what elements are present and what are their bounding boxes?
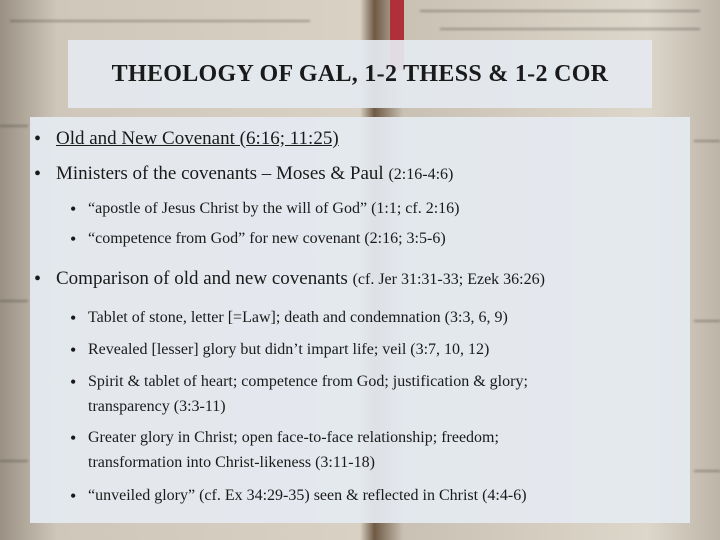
blurred-text-line xyxy=(0,460,28,462)
sub-bullet-text: “apostle of Jesus Christ by the will of God” (1:1; cf. 2:16) xyxy=(88,200,460,217)
bullet-text: Ministers of the covenants – Moses & Paul xyxy=(56,163,384,184)
blurred-text-line xyxy=(440,28,700,30)
sub-bullet-text: Tablet of stone, letter [=Law]; death and condemnation (3:3, 6, 9) xyxy=(88,309,508,326)
bullet-ministers xyxy=(30,162,690,187)
blurred-text-line xyxy=(694,470,720,472)
sub-bullet-text: “unveiled glory” (cf. Ex 34:29-35) seen & reflected in Christ (4:4-6) xyxy=(88,487,527,504)
blurred-text-line xyxy=(0,125,28,127)
sub-bullet-text: “competence from God” for new covenant (2:16; 3:5-6) xyxy=(88,230,446,247)
blurred-text-line xyxy=(10,20,310,22)
sub-bullet xyxy=(30,426,690,476)
sub-bullet xyxy=(30,306,690,330)
title-panel xyxy=(68,40,652,108)
sub-bullet-continuation: transparency (3:3-11) xyxy=(88,398,226,415)
bullet-old-new-covenant xyxy=(30,127,690,151)
sub-bullet xyxy=(30,338,690,362)
sub-bullet xyxy=(30,227,690,251)
bullet-reference: (cf. Jer 31:31-33; Ezek 36:26) xyxy=(352,271,545,288)
sub-bullet-continuation: transformation into Christ-likeness (3:11-18) xyxy=(88,454,375,471)
sub-bullet-text: Greater glory in Christ; open face-to-face relationship; freedom; xyxy=(88,429,499,446)
slide-title: THEOLOGY OF GAL, 1-2 THESS & 1-2 COR xyxy=(111,60,609,87)
blurred-text-line xyxy=(0,300,28,302)
sub-bullet-text: Revealed [lesser] glory but didn’t impart life; veil (3:7, 10, 12) xyxy=(88,341,490,358)
bullet-reference: (2:16-4:6) xyxy=(388,166,454,183)
content-panel xyxy=(30,117,690,523)
bullet-text: Comparison of old and new covenants xyxy=(56,268,348,289)
sub-bullet xyxy=(30,370,690,420)
sub-bullet xyxy=(30,197,690,221)
sublist-comparison xyxy=(30,306,690,508)
bullet-comparison xyxy=(30,267,690,292)
blurred-text-line xyxy=(420,10,700,12)
blurred-text-line xyxy=(694,320,720,322)
bullet-list xyxy=(30,127,690,508)
sub-bullet-text: Spirit & tablet of heart; competence from God; justification & glory; xyxy=(88,373,528,390)
bullet-text: Old and New Covenant (6:16; 11:25) xyxy=(56,128,339,149)
sublist-ministers xyxy=(30,197,690,251)
blurred-text-line xyxy=(694,140,720,142)
sub-bullet xyxy=(30,484,690,508)
